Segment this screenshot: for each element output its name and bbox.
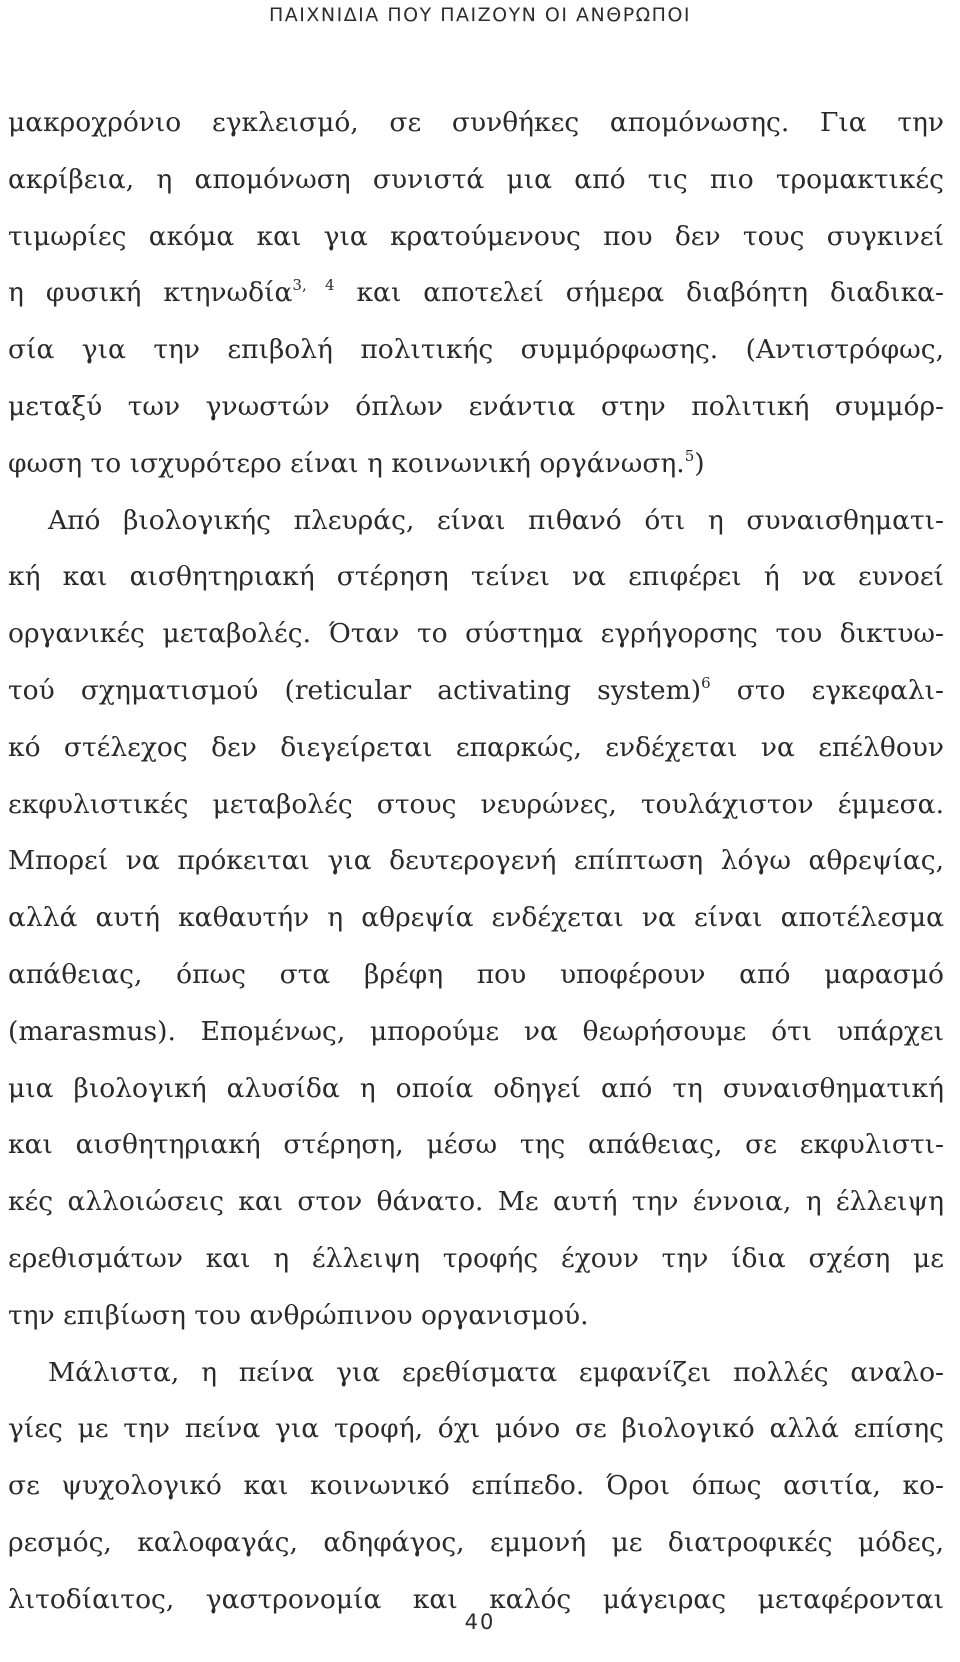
- text-line: κή και αισθητηριακή στέρηση τείνει να επιφέρει ή να ευνοεί: [8, 561, 944, 593]
- text-line: ρεσμός, καλοφαγάς, αδηφάγος, εμμονή με διατροφικές μόδες,: [8, 1526, 944, 1558]
- text-line: ερεθισμάτων και η έλλειψη τροφής έχουν την ίδια σχέση με: [8, 1242, 944, 1274]
- body-text: [8, 95, 944, 1629]
- text-line: [8, 265, 944, 322]
- line-segment: η φυσική κτηνωδία: [8, 277, 293, 309]
- text-line: γίες με την πείνα για τροφή, όχι μόνο σε βιολογικό αλλά επίσης: [8, 1413, 944, 1445]
- text-line: απάθειας, όπως στα βρέφη που υποφέρουν από μαρασμό: [8, 958, 944, 990]
- line-segment: τού σχηματισμού (reticular activating system): [8, 674, 702, 706]
- text-line: Από βιολογικής πλευράς, είναι πιθανό ότι η συναισθηματι-: [48, 504, 944, 536]
- text-line: λιτοδίαιτος, γαστρονομία και καλός μάγειρας μεταφέρονται: [8, 1583, 944, 1615]
- text-line: την επιβίωση του ανθρώπινου οργανισμού.: [8, 1299, 589, 1331]
- page-number: 40: [464, 1610, 496, 1634]
- footnote-ref-3-4: 3, 4: [292, 276, 335, 295]
- text-line: (marasmus). Επομένως, μπορούμε να θεωρήσουμε ότι υπάρχει: [8, 1015, 944, 1047]
- text-line: κό στέλεχος δεν διεγείρεται επαρκώς, ενδέχεται να επέλθουν: [8, 731, 944, 763]
- line-segment: στο εγκεφαλι-: [710, 674, 945, 706]
- text-line: μακροχρόνιο εγκλεισμό, σε συνθήκες απομόνωσης. Για την: [8, 107, 944, 138]
- text-line: [8, 436, 944, 493]
- text-line: κές αλλοιώσεις και στον θάνατο. Με αυτή την έννοια, η έλλειψη: [8, 1186, 944, 1218]
- text-line: και αισθητηριακή στέρηση, μέσω της απάθειας, σε εκφυλιστι-: [8, 1129, 944, 1161]
- line-segment: ): [694, 447, 705, 479]
- footnote-ref-6: 6: [701, 673, 711, 692]
- line-segment: και αποτελεί σήμερα διαβόητη διαδικα-: [334, 277, 944, 309]
- text-line: Μάλιστα, η πείνα για ερεθίσματα εμφανίζει πολλές αναλο-: [48, 1356, 944, 1388]
- text-line: οργανικές μεταβολές. Όταν το σύστημα εγρήγορσης του δικτυω-: [8, 618, 944, 650]
- text-line: μεταξύ των γνωστών όπλων ενάντια στην πολιτική συμμόρ-: [8, 390, 944, 422]
- text-line: εκφυλιστικές μεταβολές στους νευρώνες, τουλάχιστον έμμεσα.: [8, 788, 944, 820]
- line-segment: φωση το ισχυρότερο είναι η κοινωνική οργάνωση.: [8, 447, 685, 479]
- footnote-ref-5: 5: [684, 446, 695, 465]
- text-line: αλλά αυτή καθαυτήν η αθρεψία ενδέχεται να είναι αποτέλεσμα: [8, 902, 944, 934]
- text-line: μια βιολογική αλυσίδα η οποία οδηγεί από τη συναισθηματική: [8, 1072, 944, 1104]
- text-line: τιμωρίες ακόμα και για κρατούμενους που δεν τους συγκινεί: [8, 220, 944, 252]
- text-line: [8, 663, 944, 720]
- text-line: ακρίβεια, η απομόνωση συνιστά μια από τις πιο τρομακτικές: [8, 163, 944, 195]
- text-line: σία για την επιβολή πολιτικής συμμόρφωσης. (Αντιστρόφως,: [8, 334, 944, 366]
- text-line: Μπορεί να πρόκειται για δευτερογενή επίπτωση λόγω αθρεψίας,: [8, 845, 944, 877]
- running-head: ΠΑΙΧΝΙΔΙΑ ΠΟΥ ΠΑΙΖΟΥΝ ΟΙ ΑΝΘΡΩΠΟΙ: [268, 4, 692, 26]
- text-line: σε ψυχολογικό και κοινωνικό επίπεδο. Όροι όπως ασιτία, κο-: [8, 1470, 944, 1502]
